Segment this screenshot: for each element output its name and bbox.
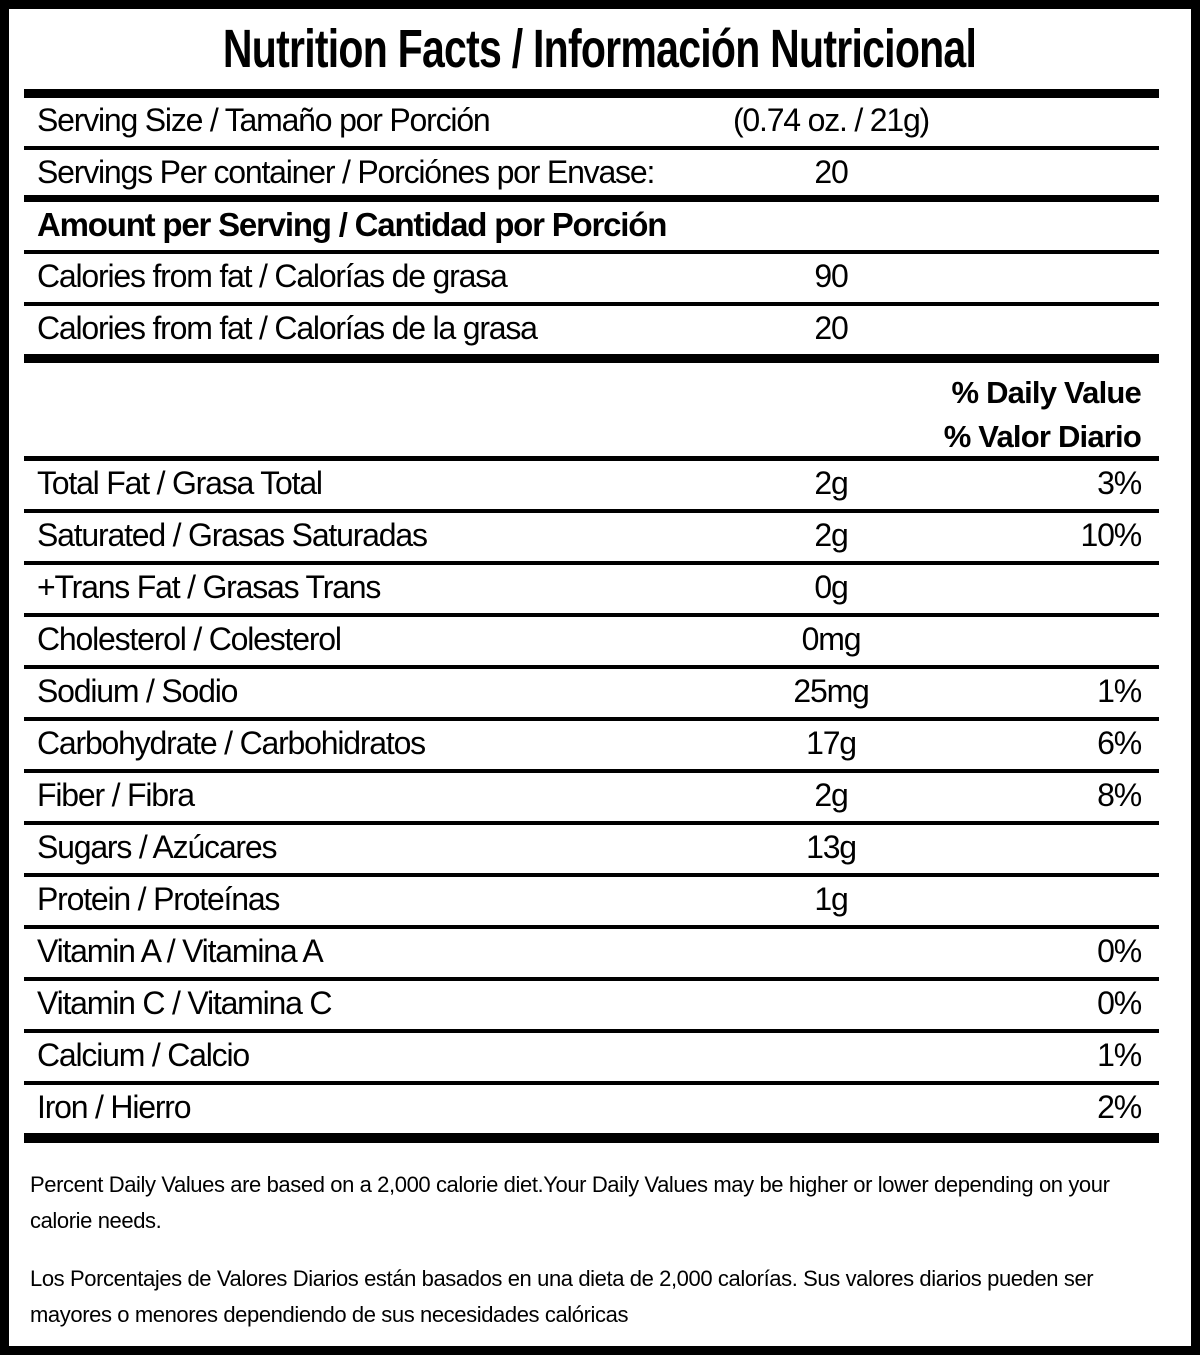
nutrient-row [24,565,1159,617]
nutrient-row [24,721,1159,773]
amount-per-serving-label: Amount per Serving / Cantidad por Porción [37,206,667,243]
nutrient-row [24,981,1159,1033]
calories-row [24,306,1159,354]
daily-value-header-en: % Daily Value [951,375,1141,410]
divider-thick-calories [24,354,1159,363]
nutrient-row [24,825,1159,877]
nutrient-label: Sugars / Azúcares [37,829,277,865]
nutrient-label: Iron / Hierro [37,1089,191,1125]
nutrient-table [24,461,1159,1133]
nutrient-label: Carbohydrate / Carbohidratos [37,725,425,761]
serving-size-value: (0.74 oz. / 21g) [732,102,930,138]
nutrient-pct: 0% [1097,985,1141,1021]
nutrient-label: Protein / Proteínas [37,881,280,917]
calories-row [24,254,1159,306]
nutrient-row [24,461,1159,513]
nutrient-pct: 2% [1097,1089,1141,1125]
daily-value-header-es: % Valor Diario [943,419,1141,454]
serving-size-row [24,98,1159,150]
nutrient-value: 13g [806,829,856,865]
nutrient-label: Vitamin A / Vitamina A [37,933,323,969]
nutrient-row [24,669,1159,721]
nutrient-label: +Trans Fat / Grasas Trans [37,569,381,605]
nutrient-label: Cholesterol / Colesterol [37,621,341,657]
nutrient-pct: 8% [1097,777,1141,813]
footnote-es: Los Porcentajes de Valores Diarios están basados en una dieta de 2,000 calorías. Sus valores diarios pueden ser mayores o menores dependiendo de sus necesidades calóricas [30,1266,1094,1327]
daily-value-section [24,363,1159,1133]
nutrient-value: 25mg [793,673,869,709]
nutrient-pct: 10% [1080,517,1141,553]
nutrient-value: 17g [806,725,856,761]
nutrient-label: Saturated / Grasas Saturadas [37,517,427,553]
divider-thick-bottom [24,1133,1159,1143]
amount-per-serving-header [24,202,1159,254]
nutrient-value: 90 [814,258,848,294]
nutrient-row [24,513,1159,565]
nutrient-pct: 3% [1097,465,1141,501]
nutrient-row [24,929,1159,981]
nutrient-row [24,617,1159,669]
footnote-en: Percent Daily Values are based on a 2,000 calorie diet.Your Daily Values may be higher or lower depending on your calorie needs. [30,1172,1110,1233]
nutrient-value: 2g [814,777,848,813]
label-body [24,98,1159,354]
nutrient-row [24,877,1159,929]
servings-per-container-value: 20 [814,154,848,190]
page-title: Nutrition Facts / Información Nutricional [223,19,977,79]
nutrient-pct: 6% [1097,725,1141,761]
label-header [9,9,1191,89]
calories-section [24,254,1159,354]
nutrient-row [24,1033,1159,1085]
footnotes [30,1167,1173,1333]
nutrient-value: 2g [814,517,848,553]
nutrient-value: 20 [814,310,848,346]
nutrient-pct: 1% [1097,673,1141,709]
servings-per-container-row [24,150,1159,202]
nutrient-label: Sodium / Sodio [37,673,238,709]
daily-value-headers [24,363,1159,461]
nutrient-label: Fiber / Fibra [37,777,194,813]
nutrient-pct: 1% [1097,1037,1141,1073]
serving-size-label: Serving Size / Tamaño por Porción [37,102,490,138]
nutrient-pct: 0% [1097,933,1141,969]
nutrient-label: Calories from fat / Calorías de grasa [37,258,507,294]
nutrient-value: 1g [814,881,848,917]
servings-per-container-label: Servings Per container / Porciónes por Envase: [37,154,655,190]
nutrient-label: Calories from fat / Calorías de la grasa [37,310,537,346]
nutrient-label: Total Fat / Grasa Total [37,465,322,501]
nutrient-value: 0mg [801,621,861,657]
nutrient-row [24,773,1159,825]
nutrient-value: 2g [814,465,848,501]
nutrient-label: Vitamin C / Vitamina C [37,985,332,1021]
nutrient-label: Calcium / Calcio [37,1037,249,1073]
divider-thick-top [24,89,1159,98]
nutrient-row [24,1085,1159,1133]
nutrient-value: 0g [814,569,848,605]
